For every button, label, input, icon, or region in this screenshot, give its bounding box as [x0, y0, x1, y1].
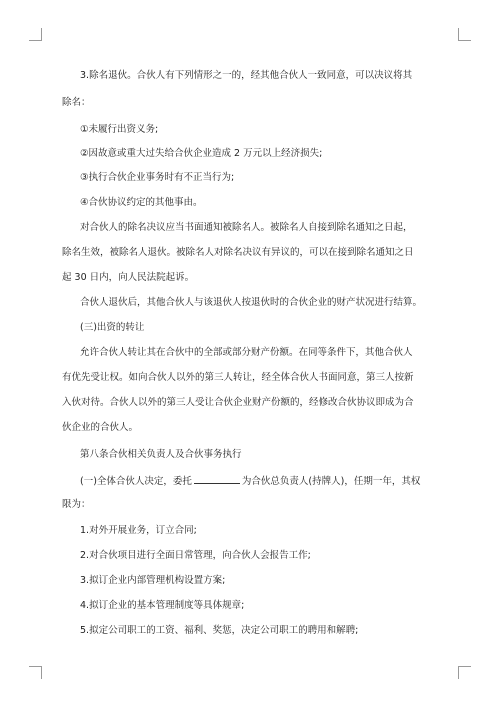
list-item: ③执行合伙企业事务时有不正当行为;	[80, 172, 235, 183]
crop-mark-bottom-left	[29, 666, 42, 679]
text-segment: (一)全体合伙人决定，委托	[80, 476, 192, 487]
crop-mark-bottom-right	[458, 666, 471, 679]
text-line: 入伙对待。合伙人以外的第三人受让合伙企业财产份额的，经修改合伙协议即成为合	[62, 397, 414, 408]
text-line: 伙企业的合伙人。	[62, 422, 139, 433]
text-line: 对合伙人的除名决议应当书面通知被除名人。被除名人自接到除名通知之日起，	[80, 222, 413, 233]
text-segment: 为合伙总负责人(持牌人)，任期一年，其权	[241, 476, 421, 487]
list-item: 5.拟定公司职工的工资、福利、奖惩，决定公司职工的聘用和解聘;	[80, 625, 359, 636]
text-line: 除名：	[62, 97, 91, 108]
list-item: ①未履行出资义务;	[80, 124, 159, 135]
text-line: 合伙人退伙后，其他合伙人与该退伙人按退伙时的合伙企业的财产状况进行结算。	[80, 297, 423, 308]
article-heading: 第八条合伙相关负责人及合伙事务执行	[80, 449, 242, 460]
section-heading: (三)出资的转让	[80, 322, 145, 333]
list-item: ④合伙协议约定的其他事由。	[80, 197, 203, 208]
text-line: 限为：	[62, 499, 91, 510]
list-item: 3.拟订企业内部管理机构设置方案;	[80, 575, 226, 586]
list-item: ②因故意或重大过失给合伙企业造成 2 万元以上经济损失;	[80, 148, 323, 159]
text-line: 3.除名退伙。合伙人有下列情形之一的，经其他合伙人一致同意，可以决议将其	[80, 70, 413, 81]
text-line: 允许合伙人转让其在合伙中的全部或部分财产份额。在同等条件下，其他合伙人	[80, 347, 413, 358]
text-line	[80, 473, 446, 489]
text-line: 有优先受让权。如向合伙人以外的第三人转让，经全体合伙人书面同意，第三人按新	[62, 372, 414, 383]
fill-in-blank	[194, 473, 240, 484]
crop-mark-top-left	[29, 28, 42, 41]
text-line: 除名生效，被除名人退伙。被除名人对除名决议有异议的，可以在接到除名通知之日	[62, 247, 414, 258]
list-item: 2.对合伙项目进行全面日常管理，向合伙人会报告工作;	[80, 550, 311, 561]
text-line: 起 30 日内，向人民法院起诉。	[62, 272, 195, 283]
crop-mark-top-right	[458, 28, 471, 41]
list-item: 1.对外开展业务，订立合同;	[80, 525, 197, 536]
list-item: 4.拟订企业的基本管理制度等具体规章;	[80, 600, 245, 611]
